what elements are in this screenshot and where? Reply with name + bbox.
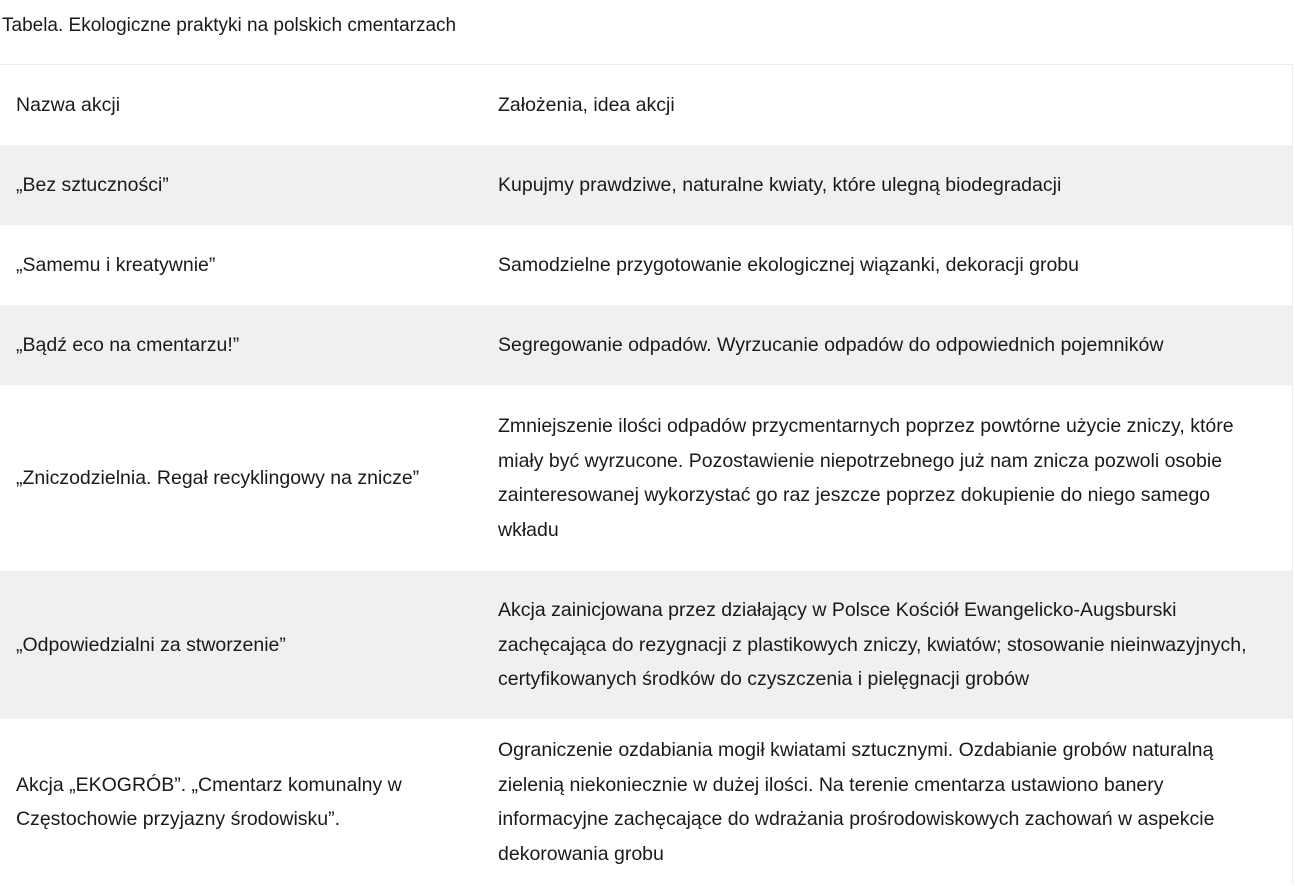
action-idea-cell: Kupujmy prawdziwe, naturalne kwiaty, które ulegną biodegradacji	[498, 173, 1062, 196]
action-name-cell: „Bądź eco na cmentarzu!”	[16, 333, 240, 356]
table-caption: Tabela. Ekologiczne praktyki na polskich cmentarzach	[2, 15, 457, 36]
table-row	[0, 385, 1292, 571]
action-idea-cell: Ograniczenie ozdabiania mogił kwiatami sztucznymi. Ozdabianie grobów naturalną zielenią niekoniecznie w dużej ilości. Na terenie cmentarza ustawiono banery informacyjne zachęcające do wdrażania prośrodowiskowych zachowań w aspekcie dekorowania grobu	[498, 739, 1215, 865]
table-row	[0, 145, 1292, 225]
action-idea-cell: Segregowanie odpadów. Wyrzucanie odpadów do odpowiednich pojemników	[498, 333, 1164, 356]
table-row	[0, 225, 1292, 305]
action-name-cell: „Samemu i kreatywnie”	[16, 253, 216, 276]
header-action-idea: Założenia, idea akcji	[498, 93, 675, 116]
action-name-cell: „Zniczodzielnia. Regał recyklingowy na znicze”	[16, 466, 420, 489]
table-row	[0, 719, 1292, 885]
action-name-cell: „Odpowiedzialni za stworzenie”	[16, 633, 286, 656]
action-idea-cell: Akcja zainicjowana przez działający w Polsce Kościół Ewangelicko-Augsburski zachęcająca do rezygnacji z plastikowych zniczy, kwiatów; stosowanie nieinwazyjnych, certyfikowanych środków do czyszczenia i pielęgnacji grobów	[498, 599, 1247, 691]
action-name-cell: „Bez sztuczności”	[16, 173, 169, 196]
header-action-name: Nazwa akcji	[16, 93, 121, 116]
action-idea-cell: Samodzielne przygotowanie ekologicznej wiązanki, dekoracji grobu	[498, 253, 1079, 276]
table-header-row	[0, 65, 1292, 145]
table-row	[0, 305, 1292, 385]
practices-table	[0, 64, 1293, 885]
table-row	[0, 571, 1292, 719]
action-name-cell: Akcja „EKOGRÓB”. „Cmentarz komunalny w Częstochowie przyjazny środowisku”.	[16, 773, 402, 830]
action-idea-cell: Zmniejszenie ilości odpadów przycmentarnych poprzez powtórne użycie zniczy, które miały być wyrzucone. Pozostawienie niepotrzebnego już nam znicza pozwoli osobie zainteresowanej wykorzystać go raz jeszcze poprzez dokupienie do niego samego wkładu	[498, 415, 1234, 541]
